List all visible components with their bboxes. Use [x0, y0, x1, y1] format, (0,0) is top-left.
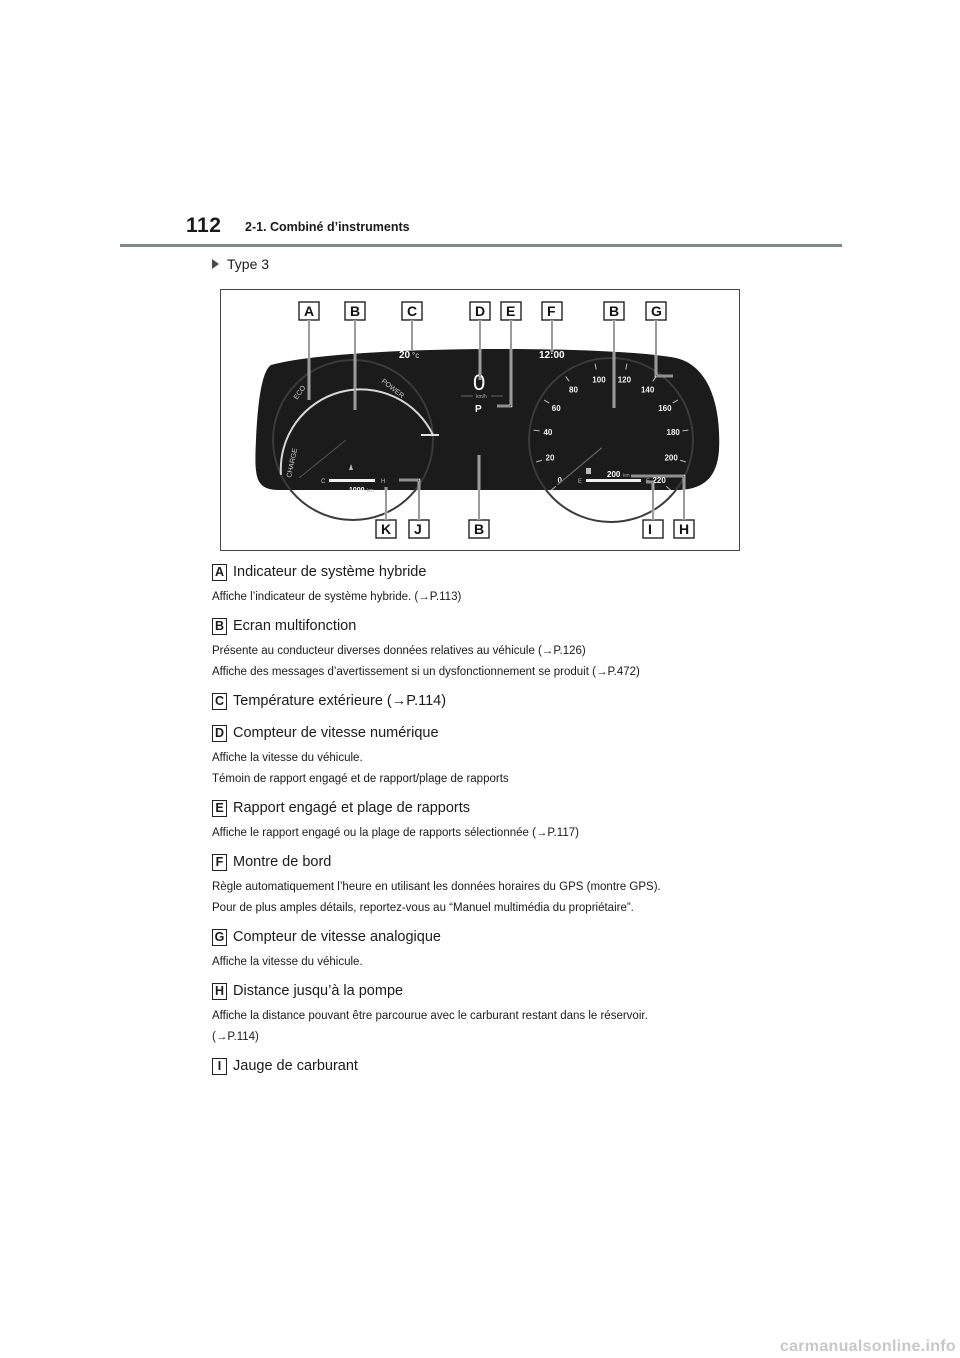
- legend-item-description: Témoin de rapport engagé et de rapport/plage de rapports: [212, 773, 509, 785]
- speed-tick-label: 60: [551, 404, 561, 414]
- legend-item-description: Pour de plus amples détails, reportez-vous au “Manuel multimédia du propriétaire”.: [212, 902, 634, 914]
- section-title: 2-1. Combiné d’instruments: [245, 220, 410, 234]
- legend-item: [212, 797, 772, 841]
- coolant-mark-h: H: [381, 479, 386, 485]
- hybrid-label-power: POWER: [379, 378, 405, 400]
- callout-letter: E: [506, 303, 516, 319]
- digital-speed-value: 0: [473, 370, 486, 395]
- legend-letter-box: E: [212, 800, 227, 817]
- legend-item: [212, 561, 772, 605]
- coolant-temp-bar: [329, 479, 375, 482]
- legend-letter-box: H: [212, 983, 227, 1000]
- legend-item-title: Jauge de carburant: [233, 1058, 358, 1074]
- legend-item-head: [212, 615, 772, 637]
- legend-item: [212, 690, 772, 712]
- legend-item-description: Affiche la vitesse du véhicule.: [212, 956, 363, 968]
- range-value: 200: [607, 470, 621, 479]
- legend-item-title: Compteur de vitesse analogique: [233, 929, 441, 945]
- callout-letter: D: [475, 303, 486, 319]
- legend-item-description: Présente au conducteur diverses données relatives au véhicule (→P.126): [212, 645, 586, 657]
- legend-item-description: Règle automatiquement l’heure en utilisant les données horaires du GPS (montre GPS).: [212, 881, 661, 893]
- legend-item-description: Affiche l’indicateur de système hybride. (→P.113): [212, 591, 462, 603]
- speed-tick-label: 160: [658, 404, 672, 414]
- legend-item-description: Affiche des messages d’avertissement si un dysfonctionnement se produit (→P.472): [212, 666, 640, 678]
- callout-letter: A: [304, 303, 315, 319]
- callout-letter: F: [547, 303, 556, 319]
- legend-item-description: Affiche le rapport engagé ou la plage de rapports sélectionnée (→P.117): [212, 827, 579, 839]
- gear-indicator: P: [475, 404, 482, 415]
- speed-tick-label: 80: [569, 385, 578, 395]
- legend-item-title: Montre de bord: [233, 854, 332, 870]
- cluster-body: [255, 349, 719, 490]
- legend-letter-box: D: [212, 725, 227, 742]
- fuel-pump-icon: [586, 468, 591, 474]
- legend-item-head: [212, 797, 772, 819]
- speed-tick-label: 120: [617, 375, 632, 385]
- callout-letter: B: [350, 303, 361, 319]
- triangle-bullet-icon: [212, 259, 219, 269]
- page-number: 112: [186, 214, 222, 237]
- legend-item-title: Température extérieure (→P.114): [233, 693, 447, 709]
- legend-item-title: Ecran multifonction: [233, 618, 357, 634]
- header-rule: [120, 244, 842, 247]
- callout-letter: B: [609, 303, 620, 319]
- type-heading: [212, 256, 269, 272]
- watermark: carmanualsonline.info: [779, 1338, 956, 1355]
- legend-item-head: [212, 690, 772, 712]
- legend-letter-box: B: [212, 618, 227, 635]
- callout-box: [643, 520, 663, 538]
- type-label: Type 3: [227, 256, 270, 272]
- speed-tick-label: 180: [666, 428, 680, 438]
- legend-item-head: [212, 980, 772, 1002]
- legend-item-title: Distance jusqu’à la pompe: [233, 983, 404, 999]
- outside-temp-unit: °c: [412, 351, 420, 360]
- speed-tick-label: 140: [640, 385, 655, 395]
- legend-item-description: Affiche la vitesse du véhicule.: [212, 752, 363, 764]
- legend-item-head: [212, 722, 772, 744]
- speed-tick-label: 100: [592, 375, 606, 385]
- speed-tick-label: 0: [557, 475, 562, 485]
- legend-item-title: Compteur de vitesse numérique: [233, 725, 439, 741]
- legend-item-head: [212, 561, 772, 583]
- callout-letter: G: [651, 303, 662, 319]
- speed-tick-label: 20: [545, 453, 555, 463]
- hybrid-label-eco: ECO: [292, 384, 308, 402]
- legend-item: [212, 1055, 772, 1077]
- odometer-unit: km: [367, 488, 374, 494]
- clock-value: 12:00: [539, 350, 565, 361]
- fuel-mark-e: E: [578, 479, 583, 485]
- fuel-gauge-bar: [586, 479, 641, 482]
- fuel-mark-f: F: [646, 479, 650, 485]
- legend-letter-box: A: [212, 564, 227, 581]
- coolant-mark-c: C: [321, 479, 326, 485]
- legend-letter-box: G: [212, 929, 227, 946]
- legend-item: [212, 926, 772, 970]
- hybrid-label-charge: CHARGE: [286, 447, 300, 479]
- speed-tick-label: 200: [664, 453, 678, 463]
- legend-item: [212, 980, 772, 1045]
- legend-letter-box: C: [212, 693, 227, 710]
- callout-letter: C: [407, 303, 418, 319]
- legend-item: [212, 615, 772, 680]
- instrument-cluster-figure: [220, 289, 740, 551]
- callout-letter: J: [414, 521, 422, 537]
- legend-letter-box: I: [212, 1058, 227, 1075]
- legend-letter-box: F: [212, 854, 227, 871]
- range-unit: km: [623, 473, 630, 479]
- legend-item: [212, 722, 772, 787]
- callout-letter: H: [679, 521, 690, 537]
- legend-list: [212, 561, 772, 1087]
- legend-item-description: Affiche la distance pouvant être parcourue avec le carburant restant dans le réservoir.: [212, 1010, 648, 1022]
- legend-item: [212, 851, 772, 916]
- callout-letter: B: [474, 521, 485, 537]
- odometer-value: 1000: [349, 487, 365, 494]
- speed-tick-label: 40: [543, 428, 553, 438]
- callout-letter: K: [381, 521, 392, 537]
- legend-item-head: [212, 1055, 772, 1077]
- digital-speed-unit: km/h: [476, 394, 487, 400]
- legend-item-description: (→P.114): [212, 1031, 259, 1043]
- legend-item-title: Rapport engagé et plage de rapports: [233, 800, 471, 816]
- callout-letter: I: [648, 521, 652, 537]
- cluster-illustration: [221, 290, 739, 550]
- speed-tick-label: 220: [652, 475, 666, 485]
- legend-item-head: [212, 926, 772, 948]
- legend-item-head: [212, 851, 772, 873]
- outside-temp-value: 20: [399, 350, 411, 361]
- legend-item-title: Indicateur de système hybride: [233, 564, 427, 580]
